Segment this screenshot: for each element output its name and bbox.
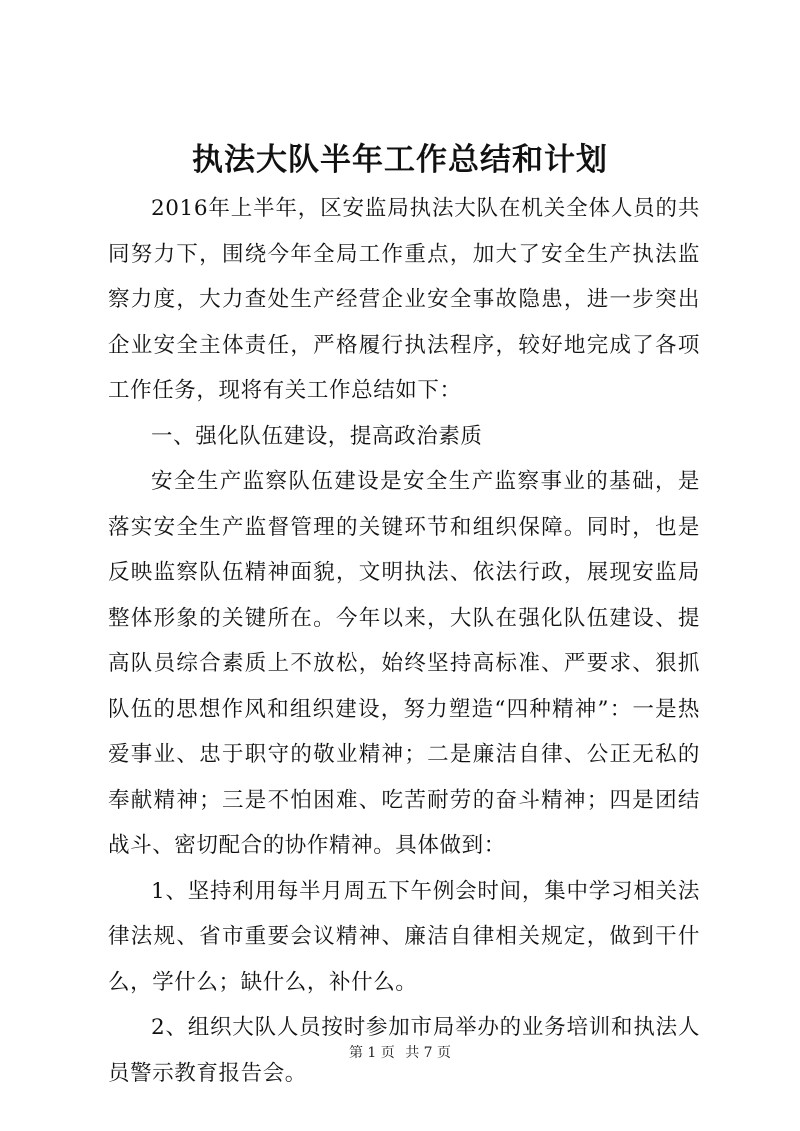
list-item-1: 1、坚持利用每半月周五下午例会时间，集中学习相关法律法规、省市重要会议精神、廉洁自律相关规定，做到干什么，学什么；缺什么，补什么。 [108, 878, 700, 995]
document-body [108, 186, 700, 1096]
page-footer [0, 1043, 800, 1063]
list-item-2: 2、组织大队人员按时参加市局举办的业务培训和执法人员警示教育报告会。 [108, 1015, 700, 1086]
page-total: 共 7 页 [405, 1045, 452, 1061]
page-number: 第 1 页 [348, 1045, 395, 1061]
paragraph-intro: 2016年上半年，区安监局执法大队在机关全体人员的共同努力下，围绕今年全局工作重点，加大了安全生产执法监察力度，大力查处生产经营企业安全事故隐患，进一步突出企业安全主体责任，严格履行执法程序，较好地完成了各项工作任务，现将有关工作总结如下： [108, 196, 700, 403]
section-heading-1: 一、强化队伍建设，提高政治素质 [151, 423, 483, 449]
paragraph-team-building: 安全生产监察队伍建设是安全生产监察事业的基础，是落实安全生产监督管理的关键环节和组织保障。同时，也是反映监察队伍精神面貌，文明执法、依法行政，展现安监局整体形象的关键所在。今年以来，大队在强化队伍建设、提高队员综合素质上不放松，始终坚持高标准、严要求、狠抓队伍的思想作风和组织建设，努力塑造“四种精神”：一是热爱事业、忠于职守的敬业精神；二是廉洁自律、公正无私的奉献精神；三是不怕困难、吃苦耐劳的奋斗精神；四是团结战斗、密切配合的协作精神。具体做到： [108, 469, 700, 858]
document-title: 执法大队半年工作总结和计划 [192, 142, 608, 178]
